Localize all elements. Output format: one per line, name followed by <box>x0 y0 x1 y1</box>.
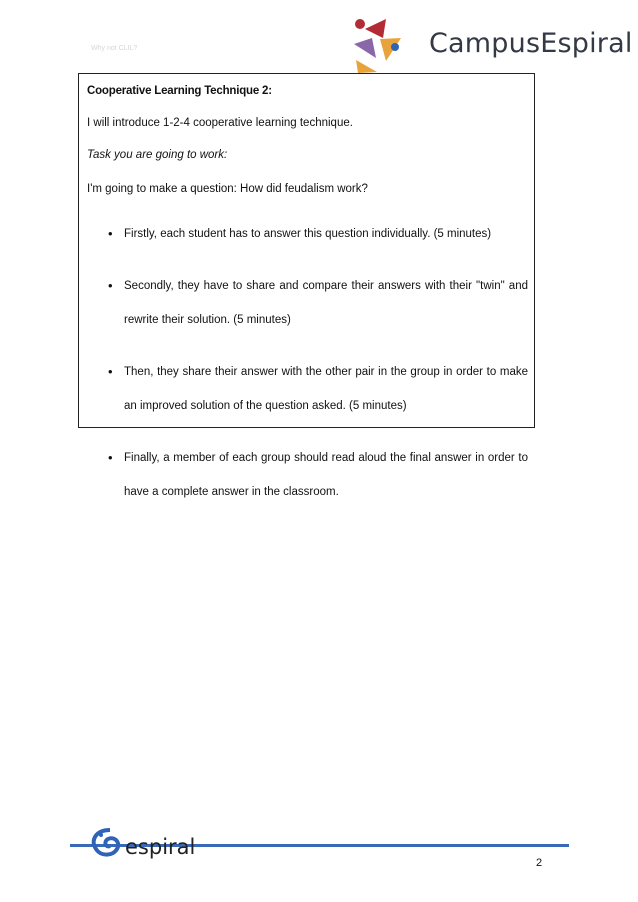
question-text: I'm going to make a question: How did feudalism work? <box>87 183 368 195</box>
list-item: • Secondly, they have to share and compare their answers with their "twin" and rewrite their solution. (5 minutes) <box>87 269 528 337</box>
intro-text: I will introduce 1-2-4 cooperative learning technique. <box>87 117 353 129</box>
list-item: • Finally, a member of each group should read aloud the final answer in order to have a complete answer in the classroom. <box>87 441 528 509</box>
page-number: 2 <box>536 857 543 869</box>
technique-title: Cooperative Learning Technique 2: <box>87 85 272 97</box>
brand-name: CampusEspiral <box>429 28 633 59</box>
header-note: Why not CLIL? <box>91 45 138 52</box>
list-item: • Firstly, each student has to answer this question individually. (5 minutes) <box>87 217 528 251</box>
task-label: Task you are going to work: <box>87 149 228 161</box>
content-box <box>78 73 535 498</box>
list-item: • Then, they share their answer with the other pair in the group in order to make an improved solution of the question asked. (5 minutes) <box>87 355 528 423</box>
steps-list <box>87 217 528 509</box>
footer-brand: espiral <box>125 835 196 859</box>
